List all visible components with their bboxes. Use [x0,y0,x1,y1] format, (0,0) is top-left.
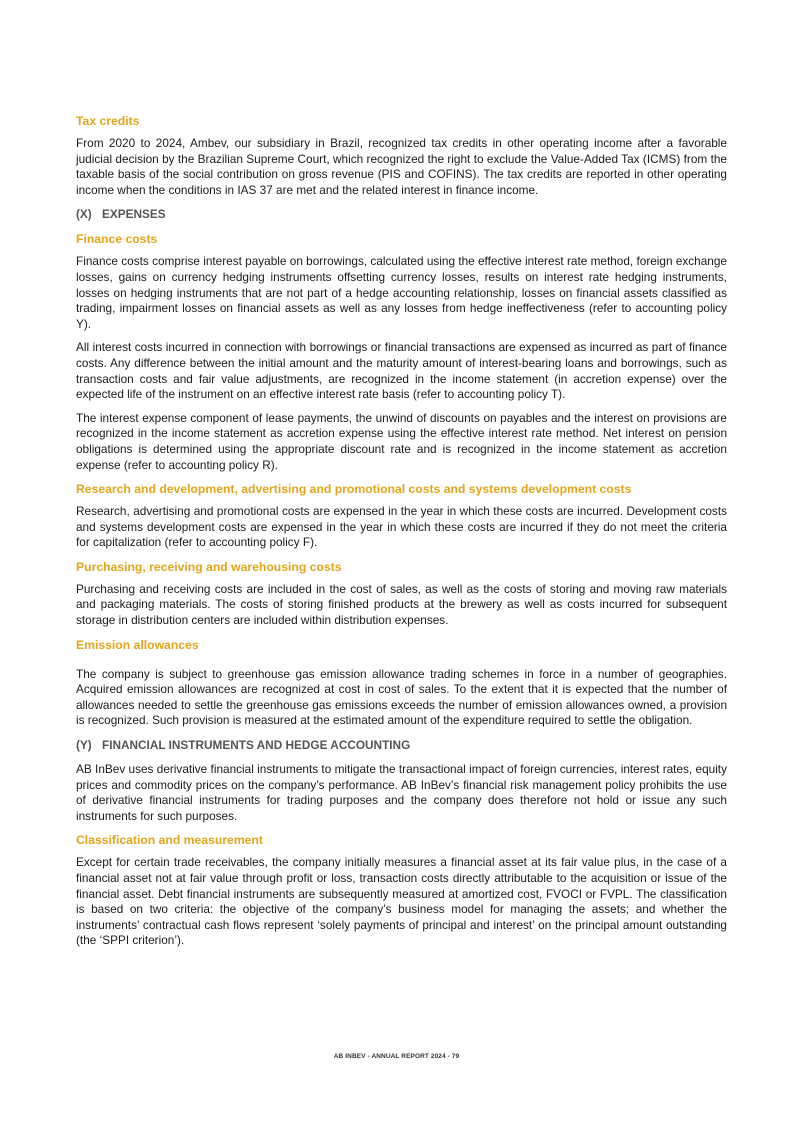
section-title: FINANCIAL INSTRUMENTS AND HEDGE ACCOUNTING [102,738,411,753]
section-heading-financial-instruments [76,737,727,753]
heading-finance-costs: Finance costs [76,232,158,247]
paragraph-finance-costs-3: The interest expense component of lease payments, the unwind of discounts on payables and the interest on provisions are recognized in the income statement as accretion expense using the effective interest rate method. Net interest on pension obligations is determined using the appropriate discount rate and is recognized in the income statement as accretion expense (refer to accounting policy R). [76,410,727,472]
heading-classification-measurement: Classification and measurement [76,833,263,848]
section-heading-expenses [76,206,727,222]
paragraph-finance-costs-1: Finance costs comprise interest payable on borrowings, calculated using the effective interest rate method, foreign exchange losses, gains on currency hedging instruments offsetting currency losses, results on interest rate hedging instruments, losses on hedging instruments that are not part of a hedge accounting relationship, losses on financial assets classified as trading, impairment losses on financial assets as well as any losses from hedge ineffectiveness (refer to accounting policy Y). [76,254,727,331]
page-footer: AB INBEV - ANNUAL REPORT 2024 - 79 [333,1053,460,1060]
document-body [76,113,727,957]
section-title: EXPENSES [102,207,166,222]
paragraph-classification-measurement: Except for certain trade receivables, the company initially measures a financial asset at its fair value plus, in the case of a financial asset not at fair value through profit or loss, transaction costs directly attributable to the acquisition or issue of the financial asset. Debt financial instruments are subsequently measured at amortized cost, FVOCI or FVPL. The classification is based on two criteria: the objective of the company’s business model for managing the assets; and whether the instruments’ contractual cash flows represent ‘solely payments of principal and interest’ on the principal amount outstanding (the ‘SPPI criterion’). [76,855,727,948]
paragraph-finance-costs-2: All interest costs incurred in connection with borrowings or financial transactions are expensed as incurred as part of finance costs. Any difference between the initial amount and the maturity amount of interest-bearing loans and borrowings, such as transaction costs and fair value adjustments, are recognized in the income statement (in accretion expense) over the expected life of the instrument on an effective interest rate basis (refer to accounting policy T). [76,340,727,402]
heading-emission-allowances: Emission allowances [76,637,199,652]
paragraph-purchasing-costs: Purchasing and receiving costs are included in the cost of sales, as well as the costs of storing and moving raw materials and packaging materials. The costs of storing finished products at the brewery as well as costs incurred for subsequent storage in distribution centers are included within distribution expenses. [76,581,727,628]
section-number: (X) [76,207,92,222]
heading-research-development: Research and development, advertising and promotional costs and systems development costs [76,482,632,497]
section-number: (Y) [76,738,92,753]
heading-purchasing-costs: Purchasing, receiving and warehousing costs [76,559,342,574]
paragraph-financial-instruments: AB InBev uses derivative financial instruments to mitigate the transactional impact of foreign currencies, interest rates, equity prices and commodity prices on the company’s performance. AB InBev’s financial risk management policy prohibits the use of derivative financial instruments for trading purposes and the company does therefore not hold or issue any such instruments for such purposes. [76,762,727,823]
paragraph-tax-credits: From 2020 to 2024, Ambev, our subsidiary in Brazil, recognized tax credits in other operating income after a favorable judicial decision by the Brazilian Supreme Court, which recognized the right to exclude the Value-Added Tax (ICMS) from the taxable basis of the social contribution on gross revenue (PIS and COFINS). The tax credits are reported in other operating income when the conditions in IAS 37 are met and the related interest in finance income. [76,136,727,197]
paragraph-emission-allowances: The company is subject to greenhouse gas emission allowance trading schemes in force in a number of geographies. Acquired emission allowances are recognized at cost in cost of sales. To the extent that it is expected that the number of allowances needed to settle the greenhouse gas emissions exceeds the number of emission allowances owned, a provision is recognized. Such provision is measured at the estimated amount of the expenditure required to settle the obligation. [76,666,727,728]
paragraph-research-development: Research, advertising and promotional costs are expensed in the year in which these costs are incurred. Development costs and systems development costs are expensed in the year in which these costs are incurred if they do not meet the criteria for capitalization (refer to accounting policy F). [76,504,727,550]
heading-tax-credits: Tax credits [76,114,140,128]
